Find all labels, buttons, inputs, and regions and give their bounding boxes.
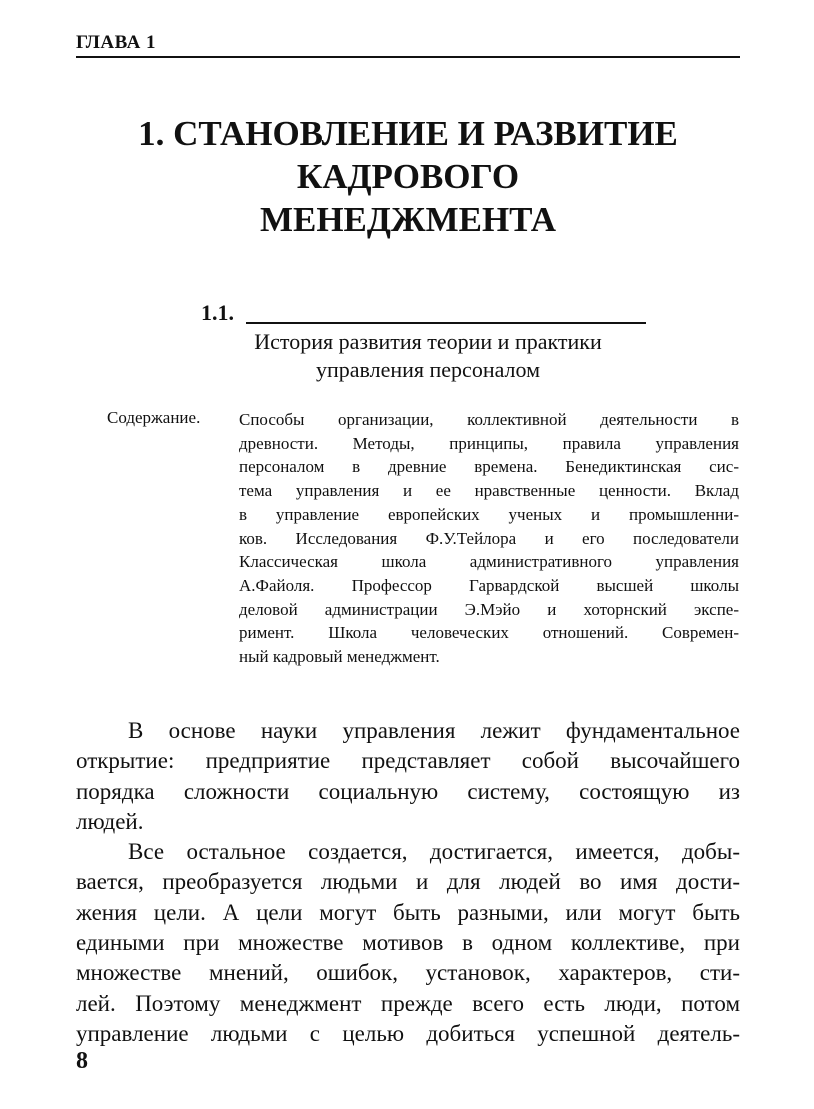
body-text [76, 716, 740, 1049]
body-line: открытие: предприятие представляет собой высочайшего [76, 748, 740, 774]
contents-line: римент. Школа человеческих отношений. Современ- [239, 623, 739, 643]
contents-line: тема управления и ее нравственные ценности. Вклад [239, 481, 739, 501]
chapter-title-line: 1. СТАНОВЛЕНИЕ И РАЗВИТИЕ [138, 114, 678, 153]
contents-line: Классическая школа административного управления [239, 552, 739, 572]
contents-line: деловой администрации Э.Мэйо и хоторнский экспе- [239, 599, 739, 619]
chapter-title [76, 112, 740, 241]
contents-line: А.Файоля. Профессор Гарвардской высшей школы [239, 575, 739, 595]
body-line: порядка сложности социальную систему, состоящую из [76, 778, 740, 804]
body-line: множестве мнений, ошибок, установок, характеров, сти- [76, 960, 740, 986]
contents-line: Способы организации, коллективной деятельности в [239, 410, 739, 429]
contents-label: Содержание. [107, 408, 201, 427]
contents-line: в управление европейских ученых и промышленни- [239, 504, 739, 524]
section-rule [246, 322, 646, 324]
contents-line: древности. Методы, принципы, правила управления [239, 433, 739, 453]
body-line: жения цели. А цели могут быть разными, или могут быть [76, 899, 740, 925]
section-title [76, 328, 780, 384]
contents-summary [239, 408, 739, 669]
running-head: ГЛАВА 1 [76, 32, 157, 53]
body-line: Все остальное создается, достигается, имеется, добы- [128, 839, 740, 865]
body-line: едиными при множестве мотивов в одном коллективе, при [76, 930, 740, 956]
body-line: вается, преобразуется людьми и для людей во имя дости- [76, 869, 740, 895]
section-title-line: История развития теории и практики [254, 329, 602, 354]
body-line: В основе науки управления лежит фундаментальное [128, 718, 740, 743]
body-line: управление людьми с целью добиться успешной деятель- [76, 1020, 740, 1046]
contents-line: персоналом в древние времена. Бенедиктинская сис- [239, 457, 739, 477]
chapter-title-line: МЕНЕДЖМЕНТА [259, 200, 557, 239]
section-title-line: управления персоналом [315, 357, 541, 382]
contents-line: ков. Исследования Ф.У.Тейлора и его последователи [239, 528, 739, 548]
section-number: 1.1. [201, 300, 234, 325]
contents-line: ный кадровый менеджмент. [239, 647, 440, 667]
body-line: людей. [76, 808, 144, 834]
chapter-title-line: КАДРОВОГО [296, 157, 520, 196]
page-number: 8 [76, 1048, 88, 1074]
header-rule [76, 56, 740, 58]
body-line: лей. Поэтому менеджмент прежде всего есть люди, потом [76, 990, 740, 1016]
